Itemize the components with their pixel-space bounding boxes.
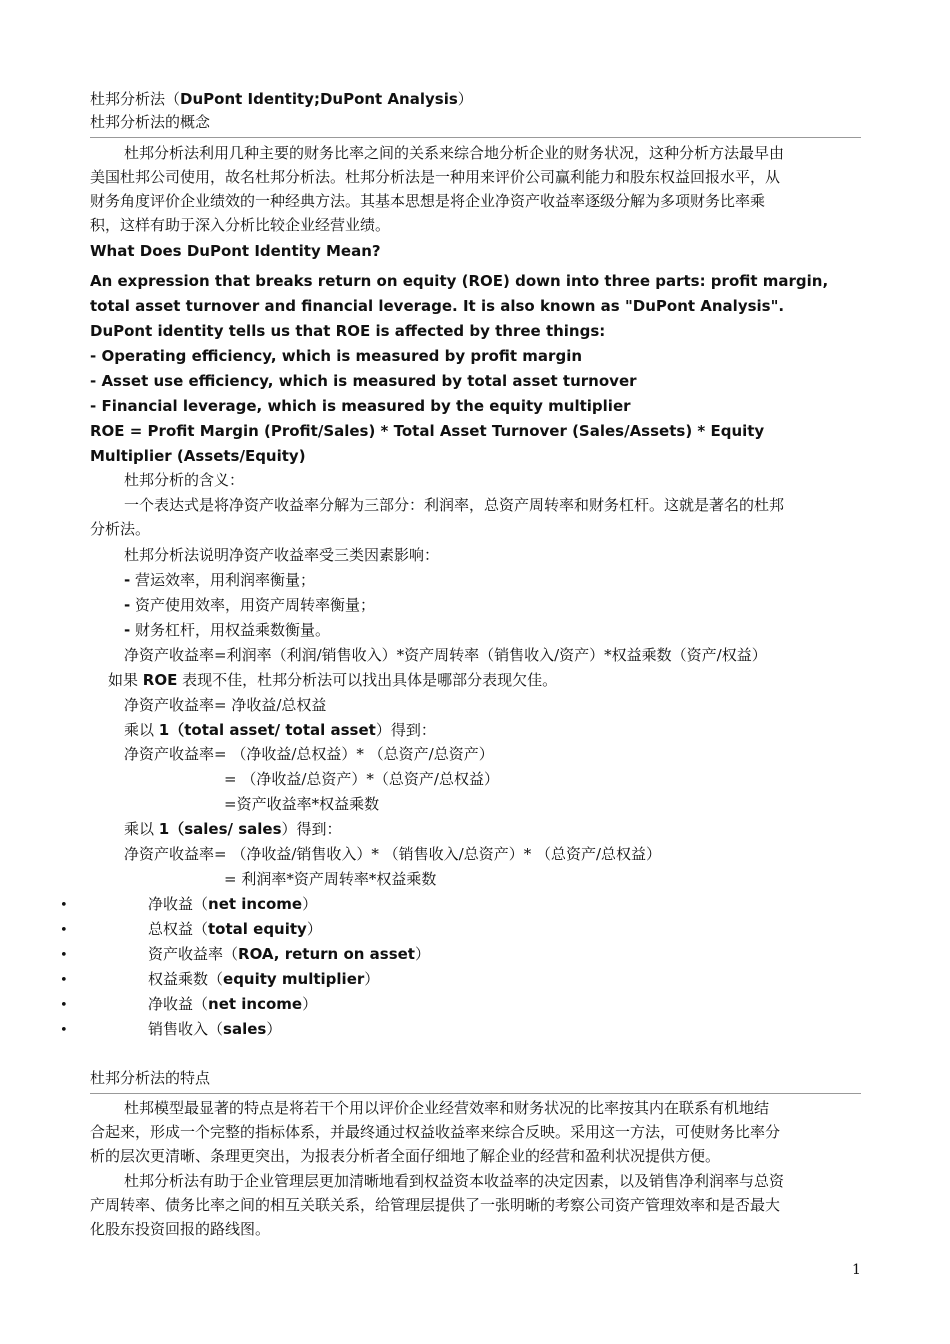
section-title-features: 杜邦分析法的特点 (90, 1069, 211, 1087)
section-rule (90, 137, 861, 138)
features-line: 杜邦模型最显著的特点是将若干个用以评价企业经营效率和财务状况的比率按其内在联系有机地结 (124, 1099, 770, 1117)
en-question: What Does DuPont Identity Mean? (90, 242, 381, 260)
derivation-line: = 利润率*资产周转率*权益乘数 (224, 870, 437, 888)
derivation-line: = （净收益/总资产）*（总资产/总权益） (224, 770, 499, 788)
features-line: 析的层次更清晰、条理更突出，为报表分析者全面仔细地了解企业的经营和盈利状况提供方便。 (90, 1147, 721, 1165)
meaning-line: 杜邦分析法说明净资产收益率受三类因素影响： (124, 546, 440, 564)
bullet-icon: • (60, 998, 68, 1013)
features-line: 杜邦分析法有助于企业管理层更加清晰地看到权益资本收益率的决定因素，以及销售净利润率与总资 (124, 1172, 785, 1190)
intro-line: 财务角度评价企业绩效的一种经典方法。其基本思想是将企业净资产收益率逐级分解为多项财务比率乘 (90, 192, 766, 210)
bullet-icon: • (60, 973, 68, 988)
glossary-item: 权益乘数（equity multiplier） (148, 970, 380, 988)
section-title-concept: 杜邦分析法的概念 (90, 113, 211, 131)
derivation-line: 净资产收益率= （净收益/销售收入）* （销售收入/总资产）* （总资产/总权益） (124, 845, 662, 863)
features-line: 合起来，形成一个完整的指标体系，并最终通过权益收益率来综合反映。采用这一方法，可使财务比率分 (90, 1123, 781, 1141)
bullet-icon: • (60, 948, 68, 963)
glossary-item: 净收益（net income） (148, 995, 318, 1013)
en-line: An expression that breaks return on equity (ROE) down into three parts: profit margin, (90, 272, 829, 290)
meaning-line: 一个表达式是将净资产收益率分解为三部分：利润率，总资产周转率和财务杠杆。这就是著名的杜邦 (124, 496, 785, 514)
page-number: 1 (852, 1262, 861, 1278)
en-line: - Asset use efficiency, which is measured by total asset turnover (90, 372, 637, 390)
glossary-item: 净收益（net income） (148, 895, 318, 913)
heading-cn: 杜邦分析法（ (90, 90, 181, 108)
glossary-item: 总权益（total equity） (148, 920, 322, 938)
section-rule (90, 1093, 861, 1094)
heading-en: DuPont Identity;DuPont Analysis (180, 90, 458, 108)
intro-line: 杜邦分析法利用几种主要的财务比率之间的关系来综合地分析企业的财务状况，这种分析方法最早由 (124, 144, 785, 162)
bullet-icon: • (60, 898, 68, 913)
derivation-line: 乘以 1（total asset/ total asset）得到： (124, 721, 436, 739)
en-formula: Multiplier (Assets/Equity) (90, 447, 306, 465)
roe-note: 如果 ROE 表现不佳，杜邦分析法可以找出具体是哪部分表现欠佳。 (108, 671, 558, 689)
meaning-line: 分析法。 (90, 520, 151, 538)
en-line: - Financial leverage, which is measured by the equity multiplier (90, 397, 631, 415)
intro-line: 积，这样有助于深入分析比较企业经营业绩。 (90, 216, 391, 234)
factor-item: - 资产使用效率，用资产周转率衡量； (124, 596, 376, 614)
en-line: total asset turnover and financial leverage. It is also known as "DuPont Analysis". (90, 297, 785, 315)
derivation-line: 乘以 1（sales/ sales）得到： (124, 820, 342, 838)
en-line: DuPont identity tells us that ROE is affected by three things: (90, 322, 606, 340)
derivation-line: 净资产收益率= 净收益/总权益 (124, 696, 327, 714)
factor-item: - 财务杠杆，用权益乘数衡量。 (124, 621, 331, 639)
en-line: - Operating efficiency, which is measured by profit margin (90, 347, 583, 365)
factor-item: - 营运效率，用利润率衡量； (124, 571, 316, 589)
intro-line: 美国杜邦公司使用，故名杜邦分析法。杜邦分析法是一种用来评价公司赢利能力和股东权益回报水平，从 (90, 168, 781, 186)
document-heading (90, 88, 473, 110)
glossary-item: 销售收入（sales） (148, 1020, 282, 1038)
features-line: 产周转率、债务比率之间的相互关联关系，给管理层提供了一张明晰的考察公司资产管理效率和是否最大 (90, 1196, 781, 1214)
en-formula: ROE = Profit Margin (Profit/Sales) * Total Asset Turnover (Sales/Assets) * Equity (90, 422, 765, 440)
derivation-line: 净资产收益率= （净收益/总权益）* （总资产/总资产） (124, 745, 494, 763)
bullet-icon: • (60, 923, 68, 938)
meaning-title: 杜邦分析的含义： (124, 471, 245, 489)
derivation-line: =资产收益率*权益乘数 (224, 795, 380, 813)
bullet-icon: • (60, 1023, 68, 1038)
roe-formula: 净资产收益率=利润率（利润/销售收入）*资产周转率（销售收入/资产）*权益乘数（资产/权益） (124, 646, 767, 664)
glossary-item: 资产收益率（ROA, return on asset） (148, 945, 430, 963)
heading-close: ） (457, 90, 473, 108)
features-line: 化股东投资回报的路线图。 (90, 1220, 271, 1238)
